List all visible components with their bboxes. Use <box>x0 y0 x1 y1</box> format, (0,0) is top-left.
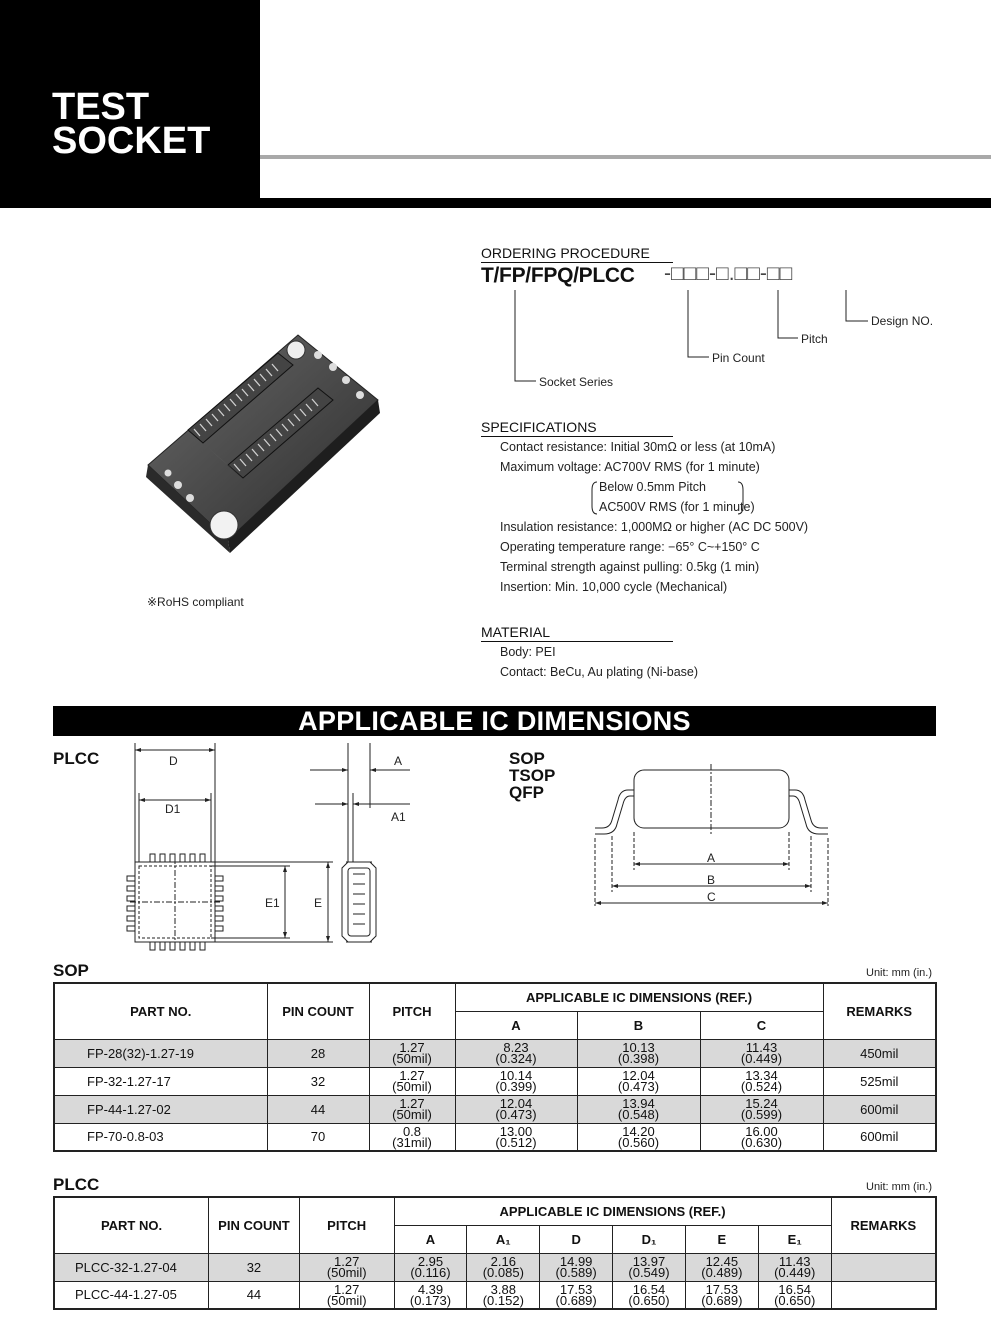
cell-pitch: 1.27 (50mil) <box>369 1067 455 1095</box>
plcc-dimension-diagram <box>110 738 420 960</box>
table-row <box>54 1095 936 1123</box>
cell-d: 17.53 (0.689) <box>540 1281 613 1309</box>
cell-part: FP-44-1.27-02 <box>54 1095 267 1123</box>
cell-part: PLCC-44-1.27-05 <box>54 1281 209 1309</box>
plcc-label-a: A <box>394 754 403 768</box>
cell-c: 11.43 (0.449) <box>700 1039 823 1067</box>
tsop-diagram-title: TSOP <box>509 766 556 785</box>
specifications-heading: SPECIFICATIONS <box>481 419 673 437</box>
socket-photo <box>128 325 388 555</box>
spec-line: Insulation resistance: 1,000MΩ or higher (AC DC 500V) <box>500 520 809 534</box>
col-header-d1: D₁ <box>613 1225 686 1253</box>
cell-pins: 44 <box>267 1095 369 1123</box>
cell-pitch: 0.8 (31mil) <box>369 1123 455 1151</box>
col-header-remarks: REMARKS <box>823 983 936 1039</box>
cell-d1: 13.97 (0.549) <box>613 1253 686 1281</box>
page-title-line2: SOCKET <box>52 120 211 162</box>
material-line: Contact: BeCu, Au plating (Ni-base) <box>500 665 699 679</box>
plcc-unit-note: Unit: mm (in.) <box>866 1181 932 1193</box>
cell-b: 10.13 (0.398) <box>577 1039 700 1067</box>
cell-b: 13.94 (0.548) <box>577 1095 700 1123</box>
col-header-part: PART NO. <box>54 983 267 1039</box>
cell-a: 4.39 (0.173) <box>394 1281 467 1309</box>
col-header-d: D <box>540 1225 613 1253</box>
spec-line: Below 0.5mm Pitch <box>599 480 706 494</box>
col-header-b: B <box>577 1011 700 1039</box>
cell-a: 2.95 (0.116) <box>394 1253 467 1281</box>
col-header-part: PART NO. <box>54 1197 209 1253</box>
cell-d: 14.99 (0.589) <box>540 1253 613 1281</box>
plcc-label-e: E <box>314 896 323 910</box>
label-pitch: Pitch <box>801 332 828 346</box>
col-header-c: C <box>700 1011 823 1039</box>
spec-line: Terminal strength against pulling: 0.5kg (1 min) <box>500 560 760 574</box>
material-line: Body: PEI <box>500 645 556 659</box>
col-header-pitch: PITCH <box>369 983 455 1039</box>
header-bar <box>0 198 991 208</box>
sop-label-a: A <box>707 851 716 865</box>
cell-part: FP-28(32)-1.27-19 <box>54 1039 267 1067</box>
label-socket-series: Socket Series <box>539 375 614 389</box>
label-pin-count: Pin Count <box>712 351 765 365</box>
section-banner: APPLICABLE IC DIMENSIONS <box>53 706 936 736</box>
col-header-dims: APPLICABLE IC DIMENSIONS (REF.) <box>394 1197 831 1225</box>
cell-part: PLCC-32-1.27-04 <box>54 1253 209 1281</box>
col-header-a: A <box>455 1011 577 1039</box>
cell-pitch: 1.27 (50mil) <box>369 1039 455 1067</box>
plcc-label-a1: A1 <box>391 810 406 824</box>
cell-remarks: 450mil <box>823 1039 936 1067</box>
cell-a: 8.23 (0.324) <box>455 1039 577 1067</box>
table-row <box>54 1281 936 1309</box>
cell-d1: 16.54 (0.650) <box>613 1281 686 1309</box>
cell-pins: 28 <box>267 1039 369 1067</box>
sop-label-c: C <box>707 890 716 904</box>
label-design-no: Design NO. <box>871 314 934 328</box>
qfp-diagram-title: QFP <box>509 783 544 802</box>
header-rule <box>260 155 991 159</box>
col-header-pitch: PITCH <box>299 1197 394 1253</box>
plcc-label-d1: D1 <box>165 802 181 816</box>
spec-line: Operating temperature range: −65° C~+150° C <box>500 540 760 554</box>
material-heading: MATERIAL <box>481 624 673 642</box>
plcc-diagram-title: PLCC <box>53 749 100 768</box>
spec-line: Insertion: Min. 10,000 cycle (Mechanical) <box>500 580 728 594</box>
cell-pins: 32 <box>267 1067 369 1095</box>
cell-remarks: 525mil <box>823 1067 936 1095</box>
cell-e: 17.53 (0.689) <box>685 1281 758 1309</box>
cell-remarks: 600mil <box>823 1123 936 1151</box>
col-header-a: A <box>394 1225 467 1253</box>
sop-table <box>53 982 937 1152</box>
ordering-code-suffix: -□□□-□.□□-□□ <box>664 262 793 285</box>
col-header-remarks: REMARKS <box>831 1197 936 1253</box>
ordering-code-prefix: T/FP/FPQ/PLCC <box>481 264 635 287</box>
cell-part: FP-32-1.27-17 <box>54 1067 267 1095</box>
cell-part: FP-70-0.8-03 <box>54 1123 267 1151</box>
sop-dimension-diagram <box>590 760 835 910</box>
cell-pitch: 1.27 (50mil) <box>369 1095 455 1123</box>
cell-a: 10.14 (0.399) <box>455 1067 577 1095</box>
sop-diagram-title: SOP <box>509 749 545 768</box>
cell-c: 16.00 (0.630) <box>700 1123 823 1151</box>
col-header-a1: A₁ <box>467 1225 540 1253</box>
spec-line: Contact resistance: Initial 30mΩ or less (at 10mA) <box>500 440 776 454</box>
plcc-table-title: PLCC <box>53 1175 100 1194</box>
cell-c: 13.34 (0.524) <box>700 1067 823 1095</box>
cell-a: 12.04 (0.473) <box>455 1095 577 1123</box>
cell-pins: 32 <box>209 1253 300 1281</box>
rohs-note: ※RoHS compliant <box>147 595 244 609</box>
table-row <box>54 1123 936 1151</box>
plcc-table <box>53 1196 937 1310</box>
cell-e: 12.45 (0.489) <box>685 1253 758 1281</box>
cell-a: 13.00 (0.512) <box>455 1123 577 1151</box>
sop-table-title: SOP <box>53 961 89 980</box>
spec-line: AC500V RMS (for 1 minute) <box>599 500 755 514</box>
cell-pitch: 1.27 (50mil) <box>299 1253 394 1281</box>
cell-pitch: 1.27 (50mil) <box>299 1281 394 1309</box>
col-header-e1: E₁ <box>758 1225 831 1253</box>
cell-b: 14.20 (0.560) <box>577 1123 700 1151</box>
plcc-label-d: D <box>169 754 178 768</box>
cell-a1: 3.88 (0.152) <box>467 1281 540 1309</box>
cell-e1: 16.54 (0.650) <box>758 1281 831 1309</box>
col-header-pins: PIN COUNT <box>209 1197 300 1253</box>
page-title-line1: TEST <box>52 86 150 128</box>
cell-remarks <box>831 1281 936 1309</box>
col-header-dims: APPLICABLE IC DIMENSIONS (REF.) <box>455 983 823 1011</box>
cell-remarks: 600mil <box>823 1095 936 1123</box>
plcc-label-e1: E1 <box>265 896 280 910</box>
spec-line: Maximum voltage: AC700V RMS (for 1 minute) <box>500 460 760 474</box>
cell-pins: 70 <box>267 1123 369 1151</box>
sop-label-b: B <box>707 873 716 887</box>
cell-a1: 2.16 (0.085) <box>467 1253 540 1281</box>
cell-e1: 11.43 (0.449) <box>758 1253 831 1281</box>
sop-unit-note: Unit: mm (in.) <box>866 967 932 979</box>
cell-c: 15.24 (0.599) <box>700 1095 823 1123</box>
table-row <box>54 1067 936 1095</box>
col-header-e: E <box>685 1225 758 1253</box>
cell-remarks <box>831 1253 936 1281</box>
cell-pins: 44 <box>209 1281 300 1309</box>
spec-brackets <box>590 480 750 516</box>
cell-b: 12.04 (0.473) <box>577 1067 700 1095</box>
col-header-pins: PIN COUNT <box>267 983 369 1039</box>
table-row <box>54 1039 936 1067</box>
table-row <box>54 1253 936 1281</box>
ordering-heading: ORDERING PROCEDURE <box>481 245 673 263</box>
